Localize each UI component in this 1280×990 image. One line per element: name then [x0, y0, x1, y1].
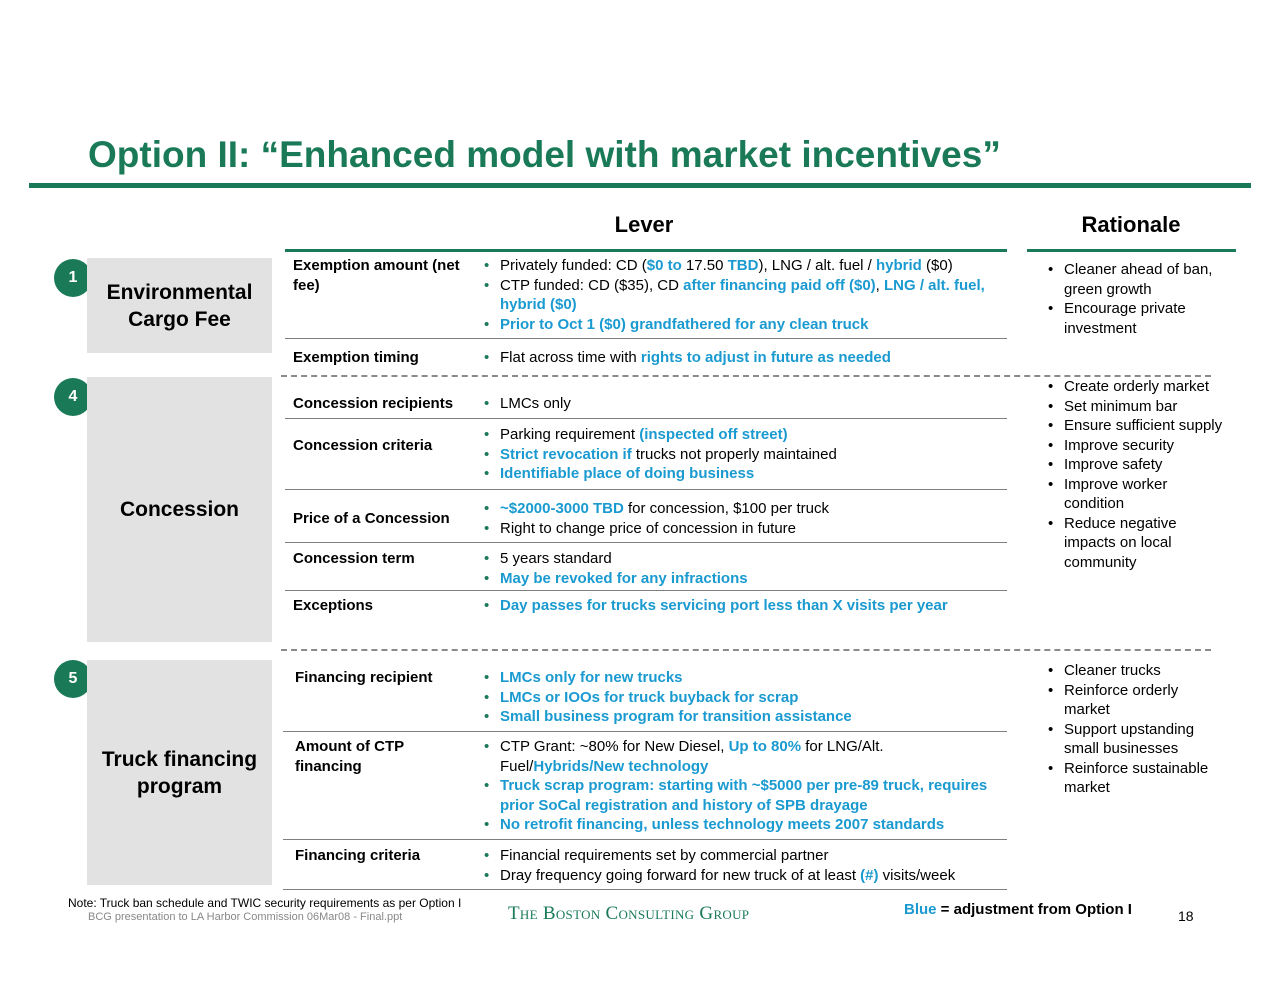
- lever-header-rule: [285, 249, 1007, 252]
- row-label: Exceptions: [293, 597, 374, 614]
- bullet-item: [484, 464, 999, 484]
- row-divider: [285, 338, 1007, 339]
- highlight-text: May be revoked for any infractions: [500, 569, 748, 587]
- rationale-item: • Set minimum bar: [1048, 397, 1228, 417]
- highlight-text: Truck scrap program: starting with ~$5000 per pre-89 truck, requires prior SoCal registration and history of SPB drayage: [500, 777, 988, 814]
- row-bullets: [484, 737, 999, 835]
- row-divider: [285, 418, 1007, 419]
- bullet-item: [484, 596, 999, 616]
- bullet-text: Parking requirement: [500, 426, 640, 443]
- row-label: Financing criteria: [295, 847, 421, 864]
- rationale-list: [1048, 260, 1228, 338]
- row-label: Price of a Concession: [293, 510, 450, 527]
- row-bullets: [484, 394, 999, 414]
- bullet-text: 5 years standard: [500, 550, 612, 567]
- highlight-text: Hybrids/New technology: [533, 757, 709, 775]
- rationale-item: • Ensure sufficient supply: [1048, 416, 1228, 436]
- bullet-text: CTP funded: CD ($35), CD: [500, 276, 684, 294]
- bullet-text: 17.50: [681, 257, 728, 274]
- bullet-item: [484, 499, 999, 519]
- row-label: Concession term: [293, 550, 415, 567]
- row-bullets: [484, 596, 999, 616]
- bullet-text: Flat across time with: [500, 349, 641, 366]
- section-name: Environmental Cargo Fee: [87, 258, 272, 353]
- bullet-item: [484, 445, 999, 465]
- rationale-item: • Cleaner trucks: [1048, 661, 1228, 681]
- bullet-item: [484, 815, 999, 835]
- highlight-text: TBD: [727, 257, 759, 274]
- row-bullets: [484, 256, 999, 334]
- company-logo: [508, 903, 749, 925]
- bullet-item: [484, 688, 999, 708]
- row-label: Exemption amount (net fee): [293, 257, 460, 294]
- bullet-item: [484, 737, 999, 776]
- row-label: Concession criteria: [293, 437, 433, 454]
- bullet-item: [484, 519, 999, 539]
- row-divider: [283, 889, 1007, 890]
- bullet-text: visits/week: [878, 866, 956, 884]
- bullet-text: LMCs only: [500, 395, 571, 412]
- row-bullets: [484, 425, 999, 484]
- bullet-item: [484, 549, 999, 569]
- rationale-item: • Cleaner ahead of ban, green growth: [1048, 260, 1228, 299]
- row-divider: [285, 542, 1007, 543]
- section-number-badge: 4: [54, 378, 92, 416]
- rationale-column-header: Rationale: [1081, 212, 1181, 237]
- highlight-text: Small business program for transition assistance: [500, 708, 852, 725]
- bullet-text: Right to change price of concession in future: [500, 519, 797, 537]
- rationale-item: • Reduce negative impacts on local community: [1048, 514, 1228, 573]
- highlight-text: after financing paid off ($0): [683, 276, 876, 294]
- highlight-text: Day passes for trucks servicing port less than X visits per year: [500, 597, 948, 614]
- row-bullets: [484, 499, 999, 538]
- legend-text: = adjustment from Option I: [936, 901, 1132, 918]
- rationale-list: [1048, 661, 1228, 798]
- highlight-text: No retrofit financing, unless technology meets 2007 standards: [500, 816, 945, 833]
- bullet-item: [484, 569, 999, 589]
- rationale-item: • Improve security: [1048, 436, 1228, 456]
- row-bullets: [484, 348, 999, 368]
- company-logo-text: The Boston Consulting Group: [508, 903, 750, 924]
- bullet-item: [484, 315, 999, 335]
- highlight-text: Prior to Oct 1 ($0) grandfathered for any clean truck: [500, 315, 869, 333]
- highlight-text: LMCs or IOOs for truck buyback for scrap: [500, 688, 799, 706]
- bullet-item: [484, 846, 999, 866]
- row-bullets: [484, 668, 999, 727]
- rationale-item: • Improve safety: [1048, 455, 1228, 475]
- rationale-item: • Reinforce sustainable market: [1048, 759, 1228, 798]
- bullet-item: [484, 425, 999, 445]
- source-line: BCG presentation to LA Harbor Commission 06Mar08 - Final.ppt: [88, 911, 403, 923]
- bullet-text: ,: [875, 276, 884, 294]
- rationale-list: [1048, 377, 1228, 572]
- highlight-text: LMCs only for new trucks: [500, 669, 683, 686]
- row-bullets: [484, 846, 999, 885]
- bullet-item: [484, 256, 999, 276]
- highlight-text: Strict revocation if: [500, 445, 632, 463]
- lever-column-header: Lever: [614, 212, 674, 237]
- bullet-text: ($0): [921, 257, 953, 274]
- section-name: Truck financing program: [87, 660, 272, 885]
- bullet-text: for LNG/Alt. Fuel/: [500, 738, 884, 775]
- highlight-text: hybrid: [876, 257, 922, 274]
- highlight-text: rights to adjust in future as needed: [640, 349, 891, 366]
- rationale-item: • Reinforce orderly market: [1048, 681, 1228, 720]
- rationale-item: • Create orderly market: [1048, 377, 1228, 397]
- bullet-item: [484, 776, 999, 815]
- rationale-item: • Improve worker condition: [1048, 475, 1228, 514]
- bullet-text: trucks not properly maintained: [631, 445, 837, 463]
- bullet-text: Dray frequency going forward for new truck of at least: [500, 866, 861, 884]
- bullet-item: [484, 668, 999, 688]
- bullet-text: for concession, $100 per truck: [623, 500, 829, 517]
- rationale-header-rule: [1027, 249, 1236, 252]
- row-divider: [283, 731, 1007, 732]
- title-rule: [29, 183, 1251, 188]
- rationale-item: • Encourage private investment: [1048, 299, 1228, 338]
- row-bullets: [484, 549, 999, 588]
- bullet-item: [484, 707, 999, 727]
- highlight-text: $0 to: [646, 257, 682, 274]
- bullet-text: CTP Grant: ~80% for New Diesel,: [500, 738, 729, 755]
- footnote: Note: Truck ban schedule and TWIC security requirements as per Option I: [68, 896, 462, 910]
- row-divider: [283, 839, 1007, 840]
- bullet-text: Financial requirements set by commercial partner: [500, 847, 829, 864]
- section-number-badge: 1: [54, 259, 92, 297]
- bullet-item: [484, 348, 999, 368]
- bullet-text: ), LNG / alt. fuel /: [758, 257, 876, 274]
- highlight-text: Up to 80%: [728, 738, 802, 755]
- section-number-badge: 5: [54, 660, 92, 698]
- row-label: Amount of CTP financing: [295, 738, 404, 775]
- page-title: Option II: “Enhanced model with market incentives”: [88, 134, 1001, 175]
- row-label: Financing recipient: [295, 669, 433, 686]
- section-divider: [281, 649, 1211, 651]
- highlight-text: (inspected off street): [639, 426, 788, 443]
- row-label: Concession recipients: [293, 395, 454, 412]
- highlight-text: (#): [860, 866, 879, 884]
- rationale-item: • Support upstanding small businesses: [1048, 720, 1228, 759]
- bullet-item: [484, 394, 999, 414]
- color-legend: [904, 901, 1132, 918]
- highlight-text: LNG / alt. fuel, hybrid ($0): [500, 276, 985, 313]
- bullet-item: [484, 276, 999, 315]
- page-number: 18: [1178, 908, 1194, 924]
- highlight-text: Identifiable place of doing business: [500, 465, 755, 482]
- row-label: Exemption timing: [293, 349, 419, 366]
- highlight-text: ~$2000-3000 TBD: [500, 500, 624, 517]
- row-divider: [285, 590, 1007, 591]
- bullet-text: Privately funded: CD (: [500, 257, 647, 274]
- section-name: Concession: [87, 377, 272, 642]
- legend-blue-label: Blue: [904, 901, 937, 918]
- row-divider: [285, 489, 1007, 490]
- bullet-item: [484, 866, 999, 886]
